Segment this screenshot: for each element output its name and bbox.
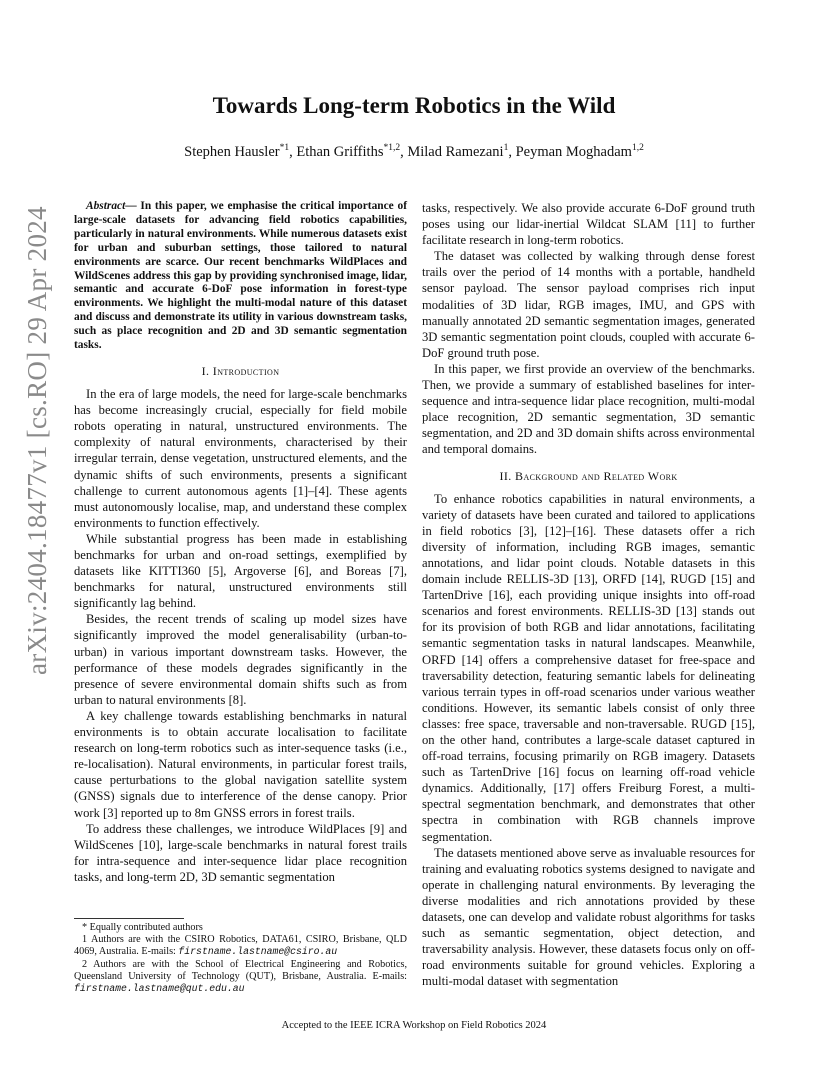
left-column (74, 200, 407, 885)
author-affiliation: *1,2 (383, 143, 401, 153)
arxiv-side-stamp: arXiv:2404.18477v1 [cs.RO] 29 Apr 2024 (22, 206, 52, 675)
footnote-text: 1 Authors are with the CSIRO Robotics, DATA61, CSIRO, Brisbane, QLD 4069, Australia. E-mails: (74, 934, 407, 958)
author-name: Milad Ramezani (407, 143, 504, 160)
author-affiliation: 1 (503, 143, 509, 153)
intro-paragraph: A key challenge towards establishing benchmarks in natural environments is to obtain accurate localisation to facilitate research on long-term robotics such as inter-sequence tasks (i.e., re-localisation). Natural environments, in particular forest trails, cause perturbations to the global navigation satellite system (GNSS) signals due to interference of the dense canopy. Prior work [3] reported up to 8m GNSS errors in forest trails. (74, 708, 407, 820)
author-affiliation: *1 (279, 143, 290, 153)
page-footer: Accepted to the IEEE ICRA Workshop on Field Robotics 2024 (281, 1020, 547, 1031)
section-heading-introduction: I. Introduction (201, 363, 280, 378)
body-paragraph: In this paper, we first provide an overview of the benchmarks. Then, we provide a summary of established baselines for inter-sequence and intra-sequence lidar place recognition, multi-modal place recognition, 2D semantic segmentation, 3D semantic segmentation, and 2D and 3D domain shifts across environmental and temporal domains. (422, 361, 755, 457)
abstract-label: Abstract (86, 200, 126, 212)
intro-paragraph: While substantial progress has been made in establishing benchmarks for urban and on-road settings, exemplified by datasets like KITTI360 [5], Argoverse [6], and Boreas [7], benchmarks for natural, unstructured environments still significantly lag behind. (74, 531, 407, 611)
intro-paragraph: To address these challenges, we introduce WildPlaces [9] and WildScenes [10], large-scale benchmarks in natural forest trails for intra-sequence and inter-sequence lidar place recognition tasks, and long-term 2D, 3D semantic segmentation (74, 821, 407, 884)
right-column (422, 200, 755, 990)
background-paragraph: The datasets mentioned above serve as invaluable resources for training and evaluating robotics systems designed to navigate and operate in challenging natural environments. By leveraging the diverse modalities and rich annotations provided by these datasets, one can develop and validate robust algorithms for tasks such as semantic segmentation, object detection, and traversability analysis. However, these datasets focus only on off-road environments suitable for ground vehicles. Exploring a multi-modal dataset with segmentation (422, 845, 755, 989)
footnote-affiliation-2 (74, 959, 407, 996)
abstract (74, 200, 407, 353)
footnote-text: 2 Authors are with the School of Electrical Engineering and Robotics, Queensland University of Technology (QUT), Brisbane, Australia. E-mails: (74, 958, 407, 982)
author-name: Peyman Moghadam (515, 143, 632, 160)
background-paragraph: To enhance robotics capabilities in natural environments, a variety of datasets have been curated and tailored to applications in field robotics [3], [12]–[16]. These datasets offer a rich diversity of information, including RGB images, semantic annotations, and lidar point clouds. Notable datasets in this domain include RELLIS-3D [13], ORFD [14], RUGD [15] and TartenDrive [16], each providing unique insights into off-road scenarios and forest environments. RELLIS-3D [13] stands out for its provision of both RGB and lidar annotations, facilitating semantic segmentation tasks in natural landscapes. Meanwhile, ORFD [14] offers a comprehensive dataset for free-space and traversability detection, featuring semantic labels for delineating various terrain types in off-road scenarios under various weather conditions. However, its semantic labels consist of only three classes: free space, traversable and non-traversable. RUGD [15], on the other hand, contributes a large-scale dataset captured in off-road terrains, focusing primarily on RGB imagery. Datasets such as TartenDrive [16] focus on learning off-road vehicle dynamics. Additionally, [17] offers Freiburg Forest, a multi-spectral segmentation benchmark, and demonstrates that other spectra in combination with RGB channels improve segmentation. (422, 491, 755, 844)
footnote-affiliation-1 (74, 934, 407, 958)
body-paragraph: The dataset was collected by walking through dense forest trails over the period of 14 months with a portable, handheld sensor payload. The sensor payload comprises rich input modalities of 3D lidar, RGB images, IMU, and GPS with manually annotated 2D semantic segmentation images, generated 3D semantic segmentation point clouds, coupled with accurate 6-DoF ground truth pose. (422, 249, 755, 360)
email-address: firstname.lastname@csiro.au (178, 946, 338, 958)
author-name: Stephen Hausler (184, 143, 280, 160)
footnote-equal-contribution: * Equally contributed authors (82, 922, 203, 933)
paper-title: Towards Long-term Robotics in the Wild (212, 93, 616, 118)
email-address: firstname.lastname@qut.edu.au (74, 983, 245, 995)
footnotes (74, 918, 407, 995)
author-affiliation: 1,2 (631, 143, 644, 153)
intro-paragraph: Besides, the recent trends of scaling up model sizes have significantly improved the model generalisability (urban-to-urban) in various important downstream tasks. However, the performance of these models degrades significantly in the presence of severe environmental domain shifts such as from urban to natural environments [8]. (74, 612, 407, 707)
abstract-text: — In this paper, we emphasise the critical importance of large-scale datasets for advancing field robotics capabilities, particularly in natural environments. While numerous datasets exist for urban and suburban settings, those tailored to natural environments are scarce. Our recent benchmarks WildPlaces and WildScenes address this gap by providing synchronised image, lidar, semantic and accurate 6-DoF pose information in forest-type environments. We highlight the multi-modal nature of this dataset and discuss and demonstrate its utility in various downstream tasks, such as place recognition and 2D and 3D semantic segmentation tasks. (74, 200, 407, 352)
section-heading-background: II. Background and Related Work (499, 468, 678, 483)
author-name: Ethan Griffiths (296, 143, 384, 160)
body-paragraph: tasks, respectively. We also provide accurate 6-DoF ground truth poses using our lidar-inertial Wildcat SLAM [11] to further facilitate research in long-term robotics. (422, 201, 755, 248)
author-list: Stephen Hausler$^{*1}$, Ethan Griffiths$^{*1,2}$, Milad Ramezani$^1$, Peyman Moghadam$^{1,2}$ (184, 143, 644, 160)
intro-paragraph: In the era of large models, the need for large-scale benchmarks has become increasingly crucial, especially for field mobile robots operating in natural, unstructured environments. The complexity of natural environments, characterised by their irregular terrain, dense vegetation, unstructured elements, and the dynamic shifts of such environments, presents a significant challenge to current autonomous agents [1]–[4]. These agents must autonomously localise, map, and understand these complex environments to function effectively. (74, 387, 407, 530)
footnote-divider (74, 918, 184, 919)
